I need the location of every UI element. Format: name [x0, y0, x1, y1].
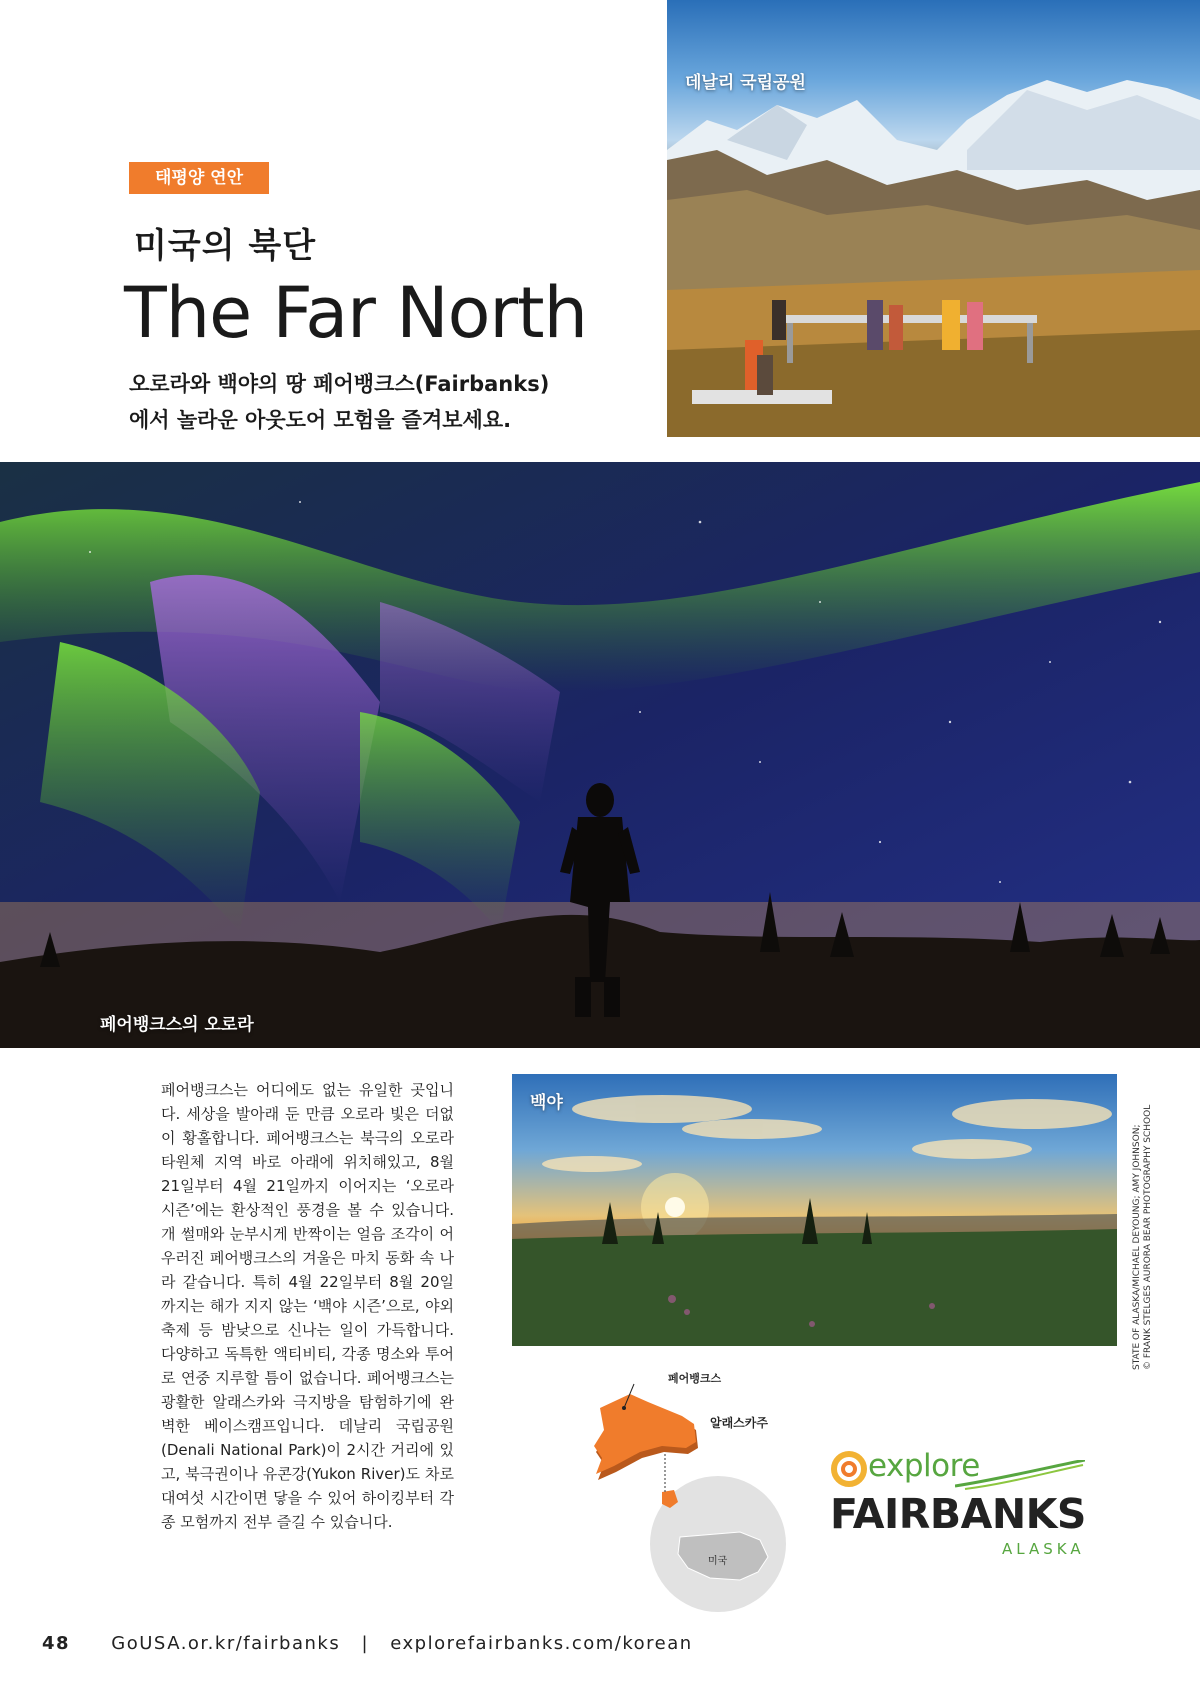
- map-label-fairbanks: 페어뱅크스: [668, 1372, 722, 1385]
- photo-credit-line-1: STATE OF ALASKA/MICHAEL DEYOUNG; AMY JOHNSON;: [1132, 1124, 1142, 1370]
- body-paragraph: 페어뱅크스는 어디에도 없는 유일한 곳입니다. 세상을 발아래 둔 만큼 오로라 빛은 더없이 황홀합니다. 페어뱅크스는 북극의 오로라 타원체 지역 바로 아래에 위치해있고, 8월 21일부터 4월 21일까지 이어지는 ‘오로라 시즌’에는 환상적인 풍경을 볼 수 있습니다. 개 썰매와 눈부시게 반짝이는 얼음 조각이 어우러진 페어뱅크스의 겨울은 마치 동화 속 나라 같습니다. 특히 4월 22일부터 8월 20일까지는 해가 지지 않는 ‘백야 시즌’으로, 야외 축제 등 밤낮으로 신나는 일이 가득합니다. 다양하고 독특한 액티비티, 각종 명소와 투어로 연중 지루할 틈이 없습니다. 페어뱅크스는 광활한 알래스카와 극지방을 탐험하기에 완벽한 베이스캠프입니다. 데날리 국립공원(Denali National Park)이 2시간 거리에 있고, 북극권이나 유콘강(Yukon River)도 차로 대여섯 시간이면 닿을 수 있어 하이킹부터 각종 모험까지 전부 즐길 수 있습니다.: [161, 1081, 454, 1531]
- map-label-alaska: 알래스카주: [710, 1416, 768, 1430]
- denali-illustration: [667, 0, 1200, 437]
- denali-caption: 데날리 국립공원: [685, 73, 806, 93]
- logo-explore-text: explore: [868, 1448, 980, 1484]
- logo-swoosh: [955, 1460, 1085, 1490]
- section-tag: 태평양 연안: [129, 162, 269, 194]
- page-title-english: The Far North: [124, 272, 587, 354]
- sunset-illustration: [512, 1074, 1117, 1346]
- aurora-photo: [0, 462, 1200, 1048]
- page-footer: [42, 1633, 693, 1654]
- logo-alaska-text: ALASKA: [1002, 1540, 1085, 1558]
- photo-credit: [1132, 1070, 1154, 1370]
- explore-fairbanks-logo: [830, 1448, 1090, 1558]
- intro-line-1: 오로라와 백야의 땅 페어뱅크스(Fairbanks): [129, 372, 550, 396]
- aurora-caption: 페어뱅크스의 오로라: [100, 1015, 254, 1035]
- page-number: 48: [42, 1633, 71, 1654]
- intro-line-2: 에서 놀라운 아웃도어 모험을 즐겨보세요.: [129, 408, 512, 432]
- intro-text: [129, 366, 649, 438]
- denali-photo: [667, 0, 1200, 437]
- footer-separator: |: [361, 1633, 370, 1654]
- map-illustration: [590, 1372, 790, 1612]
- locator-map: [590, 1372, 790, 1612]
- swirl-icon: [830, 1450, 868, 1488]
- map-label-usa: 미국: [708, 1556, 728, 1567]
- sunset-caption: 백야: [530, 1093, 563, 1113]
- photo-credit-line-2: © FRANK STELGES AURORA BEAR PHOTOGRAPHY SCHOOL: [1143, 1104, 1153, 1370]
- midnight-sun-photo: [512, 1074, 1117, 1346]
- logo-fairbanks-text: FAIRBANKS: [830, 1490, 1086, 1538]
- footer-link-explorefairbanks[interactable]: explorefairbanks.com/korean: [390, 1633, 693, 1654]
- page-title-korean: 미국의 북단: [134, 226, 317, 266]
- footer-link-gousa[interactable]: GoUSA.or.kr/fairbanks: [111, 1633, 341, 1654]
- aurora-illustration: [0, 462, 1200, 1048]
